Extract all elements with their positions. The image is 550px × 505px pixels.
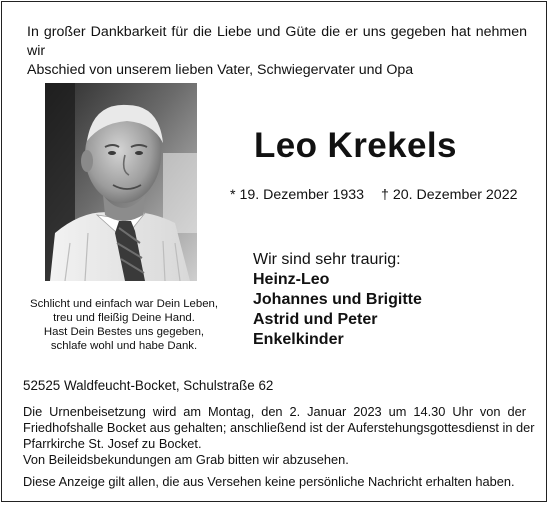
service-line: Friedhofshalle Bocket aus gehalten; anschließend ist der Auferstehungsgottesdienst in der — [23, 420, 535, 435]
motto-verse — [24, 297, 224, 353]
life-dates — [230, 186, 517, 204]
footer-note: Diese Anzeige gilt allen, die aus Versehen keine persönliche Nachricht erhalten haben. — [23, 474, 515, 489]
motto-line: Schlicht und einfach war Dein Leben, — [29, 298, 219, 310]
birth-date: * 19. Dezember 1933 — [230, 187, 365, 203]
mourner-name: Astrid und Peter — [253, 311, 378, 328]
intro-line: Abschied von unserem lieben Vater, Schwiegervater und Opa — [27, 62, 414, 78]
service-line: Pfarrkirche St. Josef zu Bocket. — [23, 436, 202, 451]
mourner-name: Johannes und Brigitte — [253, 291, 422, 308]
family-address: 52525 Waldfeucht-Bocket, Schulstraße 62 — [23, 378, 274, 393]
condolence-note: Von Beileidsbekundungen am Grab bitten wir abzusehen. — [23, 452, 349, 467]
service-line: Die Urnenbeisetzung wird am Montag, den 2. Januar 2023 um 14.30 Uhr von der — [23, 404, 526, 419]
mourner-name: Enkelkinder — [253, 331, 344, 348]
service-details — [23, 404, 535, 452]
deceased-name: Leo Krekels — [254, 126, 457, 165]
mourner-name: Heinz-Leo — [253, 271, 330, 288]
motto-line: Hast Dein Bestes uns gegeben, — [43, 326, 205, 338]
motto-line: treu und fleißig Deine Hand. — [53, 312, 195, 324]
death-date: † 20. Dezember 2022 — [381, 187, 518, 203]
motto-line: schlafe wohl und habe Dank. — [50, 340, 198, 352]
portrait-photo — [45, 83, 197, 281]
mourners-list — [253, 250, 422, 350]
intro-text — [27, 23, 527, 80]
portrait-photo-elderly-man-icon — [45, 83, 197, 281]
intro-line: In großer Dankbarkeit für die Liebe und Güte die er uns gegeben hat nehmen wir — [27, 24, 527, 59]
mourners-intro: Wir sind sehr traurig: — [253, 251, 401, 268]
